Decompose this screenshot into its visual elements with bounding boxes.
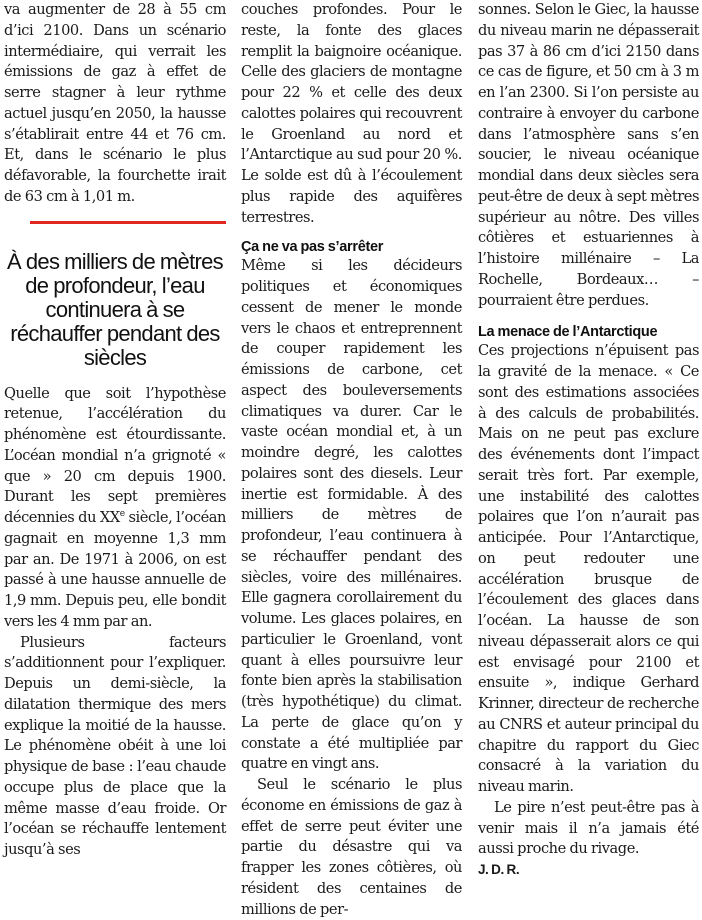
paragraph-continued: couches profondes. Pour le reste, la fonte des glaces remplit la baignoire océanique. Celle des glaciers de montagne pour 22 % et celle des deux calottes polaires qui recouvrent le Groenland au nord et l’Antarctique au sud pour 20 %. Le solde est dû à l’écoulement plus rapide des aquifères terrestres. [241, 1, 462, 226]
section-subheading: Ça ne va pas s’arrêter [241, 239, 384, 256]
pull-quote-rule [30, 221, 226, 224]
section-subheading: La menace de l’Antarctique [478, 324, 658, 341]
paragraph: Plusieurs facteurs s’additionnent pour l’expliquer. Depuis un demi-siècle, la dilatation thermique des mers explique la moitié de la hausse. Le phénomène obéit à une loi physique de base : l’eau chaude occupe plus de place que la même masse d’eau froide. Or l’océan se réchauffe lentement jusqu’à ses [4, 633, 226, 858]
century-superscript: e [119, 509, 125, 520]
pull-quote: À des milliers de mètres de profondeur, l’eau continuera à se réchauffer pendant des siècles [7, 248, 223, 370]
article-column-3 [478, 0, 699, 881]
article-column-2 [241, 0, 462, 920]
paragraph-continued: sonnes. Selon le Giec, la hausse du niveau marin ne dépasserait pas 37 à 86 cm d’ici 2150 dans ce cas de figure, et 50 cm à 3 m en l’an 2300. Si l’on persiste au contraire à envoyer du carbone dans l’atmosphère sans s’en soucier, le niveau océanique mondial dans deux siècles sera peut-être de deux à sept mètres supérieur au nôtre. Des villes côtières et estuariennes à l’histoire millénaire – La Rochelle, Bordeaux… – pourraient être perdues. [478, 1, 699, 309]
paragraph: Le pire n’est peut-être pas à venir mais il n’a jamais été aussi proche du rivage. [478, 798, 699, 858]
paragraph-text-b: siècle, l’océan gagnait en moyenne 1,3 mm par an. De 1971 à 2006, on est passé à une hausse annuelle de 1,9 mm. Depuis peu, elle bondit vers les 4 mm par an. [4, 509, 226, 630]
paragraph: Seul le scénario le plus économe en émissions de gaz à effet de serre peut éviter une partie du désastre qui va frapper les zones côtières, où résident des centaines de millions de per- [241, 776, 462, 918]
paragraph-continued: va augmenter de 28 à 55 cm d’ici 2100. Dans un scénario intermédiaire, qui verrait les émissions de gaz à effet de serre stagner à leur rythme actuel jusqu’en 2050, la hausse s’établirait entre 44 et 76 cm. Et, dans le scénario le plus défavorable, la fourchette irait de 63 cm à 1,01 m. [4, 1, 226, 205]
paragraph: Même si les décideurs politiques et économiques cessent de mener le monde vers le chaos et entreprennent de couper rapidement les émissions de carbone, cet aspect des bouleversements climatiques va durer. Car le vaste océan mondial et, à un moindre degré, les calottes polaires sont des diesels. Leur inertie est formidable. À des milliers de mètres de profondeur, l’eau continuera à se réchauffer pendant des siècles, voire des millénaires. Elle gagnera corollairement du volume. Les glaces polaires, en particulier le Groenland, vont quant à elles poursuivre leur fonte bien après la stabilisation (très hypothétique) du climat. La perte de glace qu’on y constate a été multipliée par quatre en vingt ans. [241, 257, 462, 773]
paragraph: Ces projections n’épuisent pas la gravité de la menace. « Ce sont des estimations associées à des calculs de probabilités. Mais on ne peut pas exclure des événements dont l’impact serait très fort. Par exemple, une instabilité des calottes polaires que l’on n’aurait pas anticipée. Pour l’Antarctique, on peut redouter une accélération brusque de l’écoulement des glaces dans l’océan. La hausse de son niveau dépasserait alors ce qui est envisagé pour 2100 et ensuite », indique Gerhard Krinner, directeur de recherche au CNRS et auteur principal du chapitre du rapport du Giec consacré à la variation du niveau marin. [478, 342, 699, 795]
author-signature: J. D. R. [478, 862, 520, 877]
paragraph-text-a: Quelle que soit l’hypothèse retenue, l’accélération du phénomène est étourdissante. L’océan mondial n’a grignoté « que » 20 cm depuis 1900. Durant les sept premières décennies du XX [4, 384, 226, 526]
paragraph [4, 384, 226, 633]
article-column-1 [4, 0, 226, 861]
